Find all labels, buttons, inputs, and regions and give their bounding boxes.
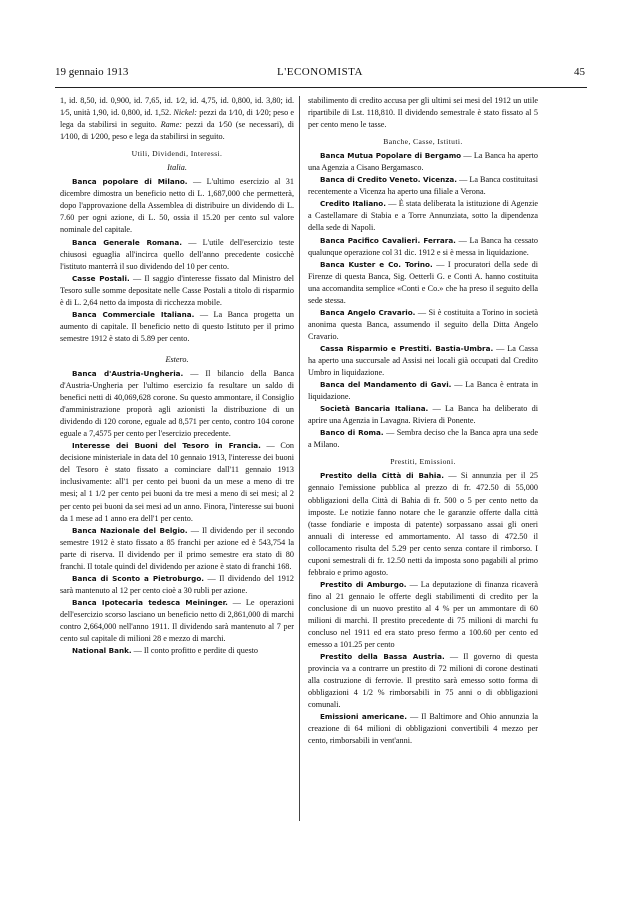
header-date: 19 gennaio 1913	[55, 66, 129, 78]
running-header	[55, 66, 585, 82]
news-item: Prestito della Città di Bahia. — Si annunzia per il 25 gennaio l'emissione pubblica al prezzo di fr. 472.50 di 55,000 obbligazioni della Città di Bahia di fr. 500 o 5 per cento netto da imposte. Le notizie fanno notare che le garanzie offerte dalla città (tasse fondiarie e imposta di patente) sorpassano assai gli oneri annuali di interesse ed ammortamento. Al tasso di 472.50 il collocamento risulta del 5.29 per cento senza contare il rimborso. I cuponi semestrali di fr. 12.50 netti da imposta sono pagabili al primo febbraio e primo agosto.	[308, 471, 539, 577]
news-item: Banca Kuster e Co. Torino. — I procuratori della sede di Firenze di questa Banca, Sig. Oetterli G. e Conti A. hanno costituita una accomandita semplice «Conti e Co.» che ha preso il seguito della sede stessa.	[308, 259, 538, 305]
news-item: Banca di Credito Veneto. Vicenza. — La Banca costituitasi recentemente a Vicenza ha aperto una filiale a Verona.	[308, 175, 539, 197]
news-item: Banca Nazionale del Belgio. — Il dividendo per il secondo semestre 1912 è stato fissato a 85 franchi per azione ed è 543,754 la parte di riserva. Il dividendo per il primo semestre era stato di 80 franchi. Il totale quindi del dividendo per azione è stato di franchi 168.	[60, 525, 294, 571]
paragraph: stabilimento di credito accusa per gli ultimi sei mesi del 1912 un utile ripartibile di Lst. 118,810. Il dividendo semestrale è stato fissato al 5 per cento meno le tasse.	[308, 96, 538, 130]
news-item: Interesse dei Buoni del Tesoro in Francia. — Con decisione ministeriale in data del 10 gennaio 1913, l'interesse dei buoni del Tesoro è stato fissato a cominciare dall'11 gennaio 1913 inclusivamente: all'1 per cento pei buoni da un mese a meno di tre mesi; al 1 1/2 per cento pei buoni da tre mesi a meno di sei mesi; al 2 per cento pei buoni da sei mesi ad un anno. Finora, l'interesse sui buoni da 1 mese ad 1 anno era dell'1 per cento.	[60, 441, 295, 523]
news-item: Banca d'Austria-Ungheria. — Il bilancio della Banca d'Austria-Ungheria per l'ultimo esercizio fa resultare un saldo di benefici netti di 40,069,628 corone. Su questo ammontare, il Consiglio d'amministrazione proporà agli azionisti la distribuzione di un dividendo di 120 corone, eguale ad 8,571 per cento, contro 104 corone eguale a 7,4575 per cento per l'esercizio precedente.	[60, 368, 294, 439]
news-item: Banca di Sconto a Pietroburgo. — Il dividendo del 1912 sarà mantenuto al 12 per cento cioè a 30 rubli per azione.	[60, 573, 295, 595]
news-item: Società Bancaria Italiana. — La Banca ha deliberato di aprire una Agenzia in Lavagna. Riviera di Ponente.	[308, 404, 538, 426]
news-item: National Bank. — Il conto profitto e perdite di questo	[72, 646, 259, 656]
news-item: Prestito della Bassa Austria. — Il governo di questa provincia va a contrarre un prestito di 72 milioni di corone destinati alla costruzione di ferrovie. Il prestito sarà emesso sotto forma di obbligazioni 4 1/2 % rimborsabili in 75 anni o di obbligazioni comunali.	[308, 652, 539, 710]
news-item: Banca Ipotecaria tedesca Meininger. — Le operazioni dell'esercizio scorso lasciano un beneficio netto di 2,861,000 di marchi contro 2,664,000 nell'anno 1911. Il dividendo sarà mantenuto al 7 per cento sul capitale di milioni 28 e mezzo di marchi.	[60, 597, 294, 644]
section-heading-prestiti: Prestiti, Emissioni.	[390, 457, 456, 467]
news-item: Prestito di Amburgo. — La deputazione di finanza ricaverà fino al 21 gennaio le offerte degli stabilimenti di credito per la conclusione di un nuovo prestito al 4 % per un ammontare di 60 milioni di marchi. Il prestito precedente di 75 milioni di marchi fu concluso nel 1911 ed era stato preso fermo a 100.60 per cento ed emesso a 101.25 per cento	[308, 579, 538, 650]
header-rule	[55, 87, 587, 88]
column-divider	[299, 96, 300, 821]
news-item: Banca del Mandamento di Gavi. — La Banca è entrata in liquidazione.	[308, 380, 538, 402]
news-item: Credito Italiano. — È stata deliberata la istituzione di Agenzie a Castellamare di Stabia e a Torre Annunziata, sotto la dipendenza della sede di Napoli.	[308, 199, 538, 233]
left-column	[60, 95, 294, 657]
section-heading-utili: Utili, Dividendi, Interessi.	[131, 149, 223, 159]
paragraph: 1, id. 8,50, id. 0,900, id. 7,65, id. 1⁄2, id. 4,75, id. 0,800, id. 3,80; id. 1⁄5, unità 1,90, id. 0,800, id. 1,52. Nickel: pezzi da 1⁄10, di 1⁄20; peso e lega da stabilirsi in seguito. Rame: pezzi da 1⁄50 (se necessari), di 1⁄100, di 1⁄200, peso e lega da stabilirsi in seguito.	[60, 96, 295, 142]
news-item: Emissioni americane. — Il Baltimore and Ohio annunzia la creazione di 64 milioni di obbligazioni convertibili 4 mezzo per cento, rimborsabili in vent'anni.	[308, 712, 538, 746]
news-item: Banca Mutua Popolare di Bergamo — La Banca ha aperto una Agenzia a Cisano Bergamasco.	[308, 151, 538, 173]
news-item: Banco di Roma. — Sembra deciso che la Banca apra una sede a Milano.	[308, 428, 538, 450]
page-number: 45	[574, 66, 585, 78]
news-item: Cassa Risparmio e Prestiti. Bastia-Umbra. — La Cassa ha aperto una succursale ad Assisi nei locali già occupati dal Credito Umbro in liquidazione.	[308, 343, 538, 378]
subheading-italia: Italia.	[167, 163, 187, 173]
right-column	[308, 95, 538, 747]
news-item: Banca popolare di Milano. — L'ultimo esercizio al 31 dicembre dimostra un beneficio netto di L. 1,687,000 che permetterà, dopo l'approvazione della Assemblea di distribuire un dividendo di L. 7.60 per ogni azione, di L. 50, ossia il 15.20 per cento sul valore nominale del capitale.	[60, 177, 294, 235]
news-item: Banca Commerciale Italiana. — La Banca progetta un aumento di capitale. Il beneficio netto di questo Istituto per il primo semestre 1912 è stato di 5.89 per cento.	[60, 309, 294, 343]
news-item: Casse Postali. — Il saggio d'interesse fissato dal Ministro del Tesoro sulle somme depositate nelle Casse Postali a titolo di risparmio è di L. 2,64 netto da imposta di ricchezza mobile.	[60, 273, 294, 307]
news-item: Banca Angelo Cravario. — Si è costituita a Torino in società anonima questa Banca, assumendo il seguito della Ditta Angelo Cravario.	[308, 307, 539, 341]
section-heading-banche: Banche, Casse, Istituti.	[383, 137, 463, 147]
news-item: Banca Generale Romana. — L'utile dell'esercizio teste chiusosi eguaglia all'incirca quello dell'anno precedente cosicchè l'istituto manterrà il suo dividendo del 10 per cento.	[60, 237, 295, 271]
subheading-estero: Estero.	[165, 354, 189, 364]
header-title: L'ECONOMISTA	[277, 66, 363, 78]
news-item: Banca Pacifico Cavalieri. Ferrara. — La Banca ha cessato qualunque operazione col 31 dic. 1912 e si è messa in liquidazione.	[308, 235, 539, 257]
